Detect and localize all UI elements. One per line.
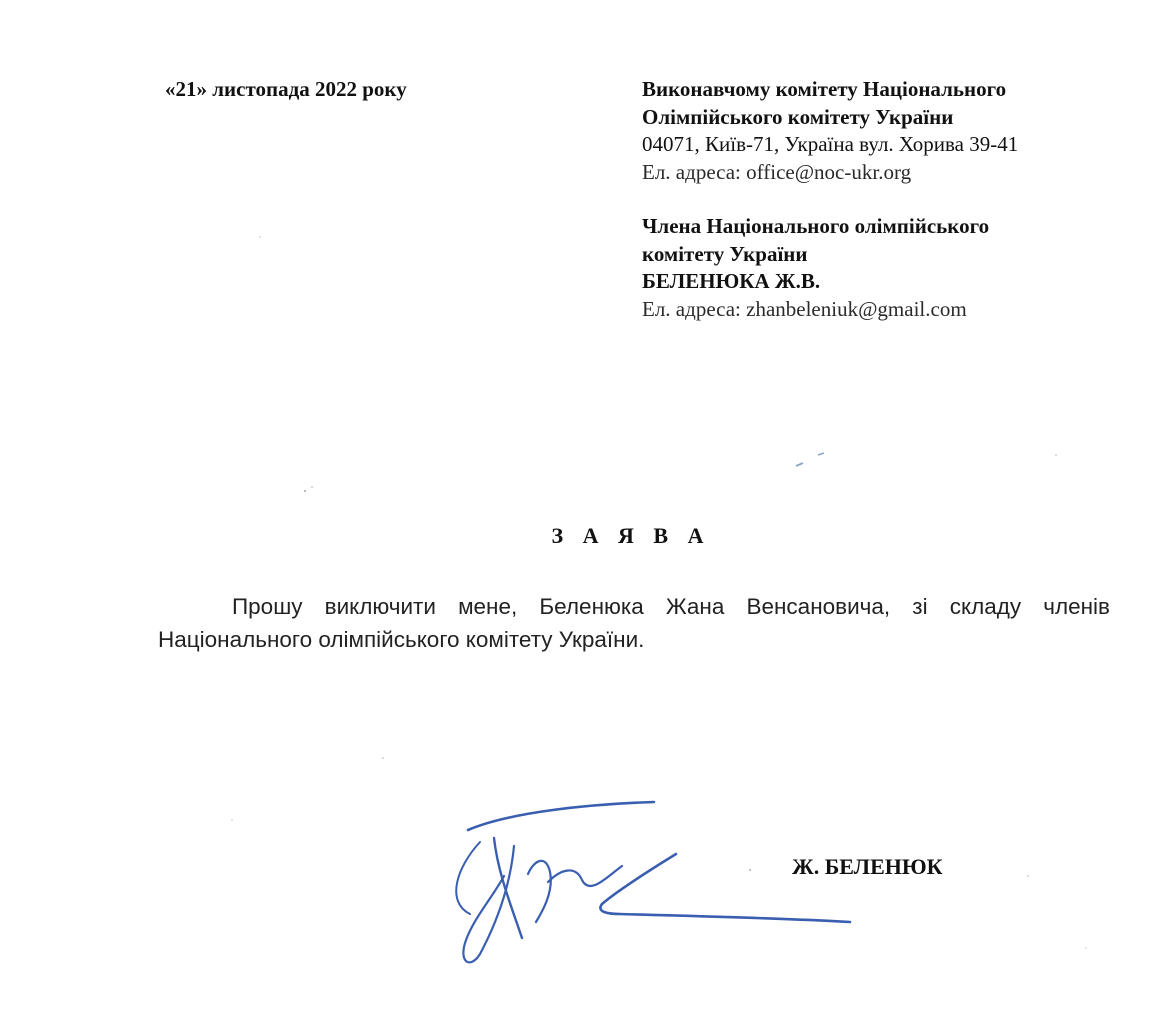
recipient-block bbox=[642, 76, 1018, 186]
signer-name: Ж. БЕЛЕНЮК bbox=[792, 854, 943, 879]
sender-block bbox=[642, 213, 1018, 323]
document-title: З А Я В А bbox=[551, 523, 711, 548]
recipient-line-1: Виконавчому комітету Національного bbox=[642, 77, 1007, 101]
recipient-email: Ел. адреса: office@noc-ukr.org bbox=[642, 159, 912, 184]
sender-name: БЕЛЕНЮКА Ж.В. bbox=[642, 269, 821, 293]
addressee-block bbox=[642, 76, 1018, 323]
recipient-line-2: Олімпійського комітету України bbox=[642, 104, 954, 129]
sender-email: Ел. адреса: zhanbeleniuk@gmail.com bbox=[642, 296, 967, 321]
sender-line-1: Члена Національного олімпійського bbox=[642, 214, 990, 238]
recipient-address: 04071, Київ-71, Україна вул. Хорива 39-41 bbox=[642, 132, 1019, 156]
sender-line-2: комітету України bbox=[642, 241, 808, 266]
letter-date: «21» листопада 2022 року bbox=[165, 77, 407, 101]
handwritten-signature bbox=[440, 790, 870, 980]
statement-body: Прошу виключити мене, Беленюка Жана Венсановича, зі складу членів Національного олімпійського комітету України. bbox=[158, 594, 1110, 652]
